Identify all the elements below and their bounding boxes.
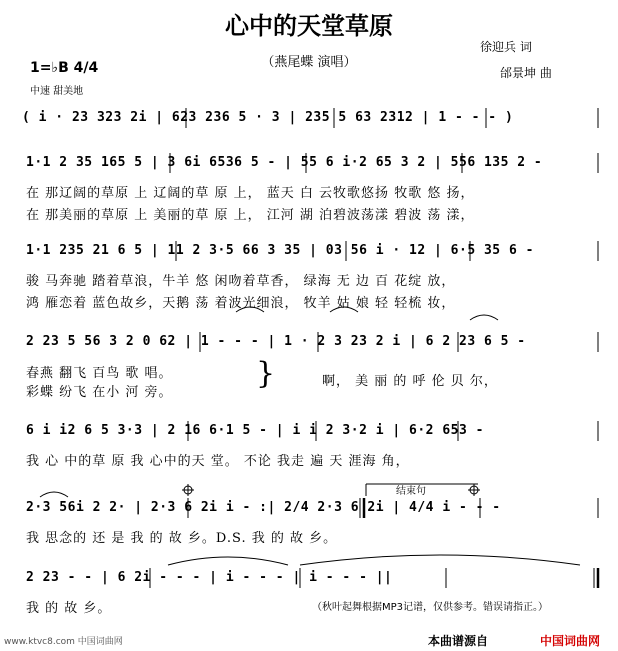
lyric-line: 我 心 中的草 原 我 心中的天 堂。 不论 我走 遍 天 涯海 角， bbox=[26, 454, 410, 469]
lyric-line: 我 思念的 还 是 我 的 故 乡。D.S. 我 的 故 乡。 bbox=[26, 531, 338, 546]
source-label: 本曲谱源自 bbox=[428, 634, 489, 648]
lyric-line: 骏 马奔驰 踏着草浪，牛羊 悠 闲吻着草香， 绿海 无 边 百 花绽 放， bbox=[26, 274, 456, 289]
score-row-1: ( i · 23 323 2i | 623 236 5 · 3 | 235 5 63 2312 | 1 - - - ) bbox=[22, 110, 514, 125]
key-signature: 1=♭B 4/4 bbox=[30, 60, 99, 76]
lyric-line: 在 那美丽的草原 上 美丽的草 原 上， 江河 湖 泊碧波荡漾 碧波 荡 漾， bbox=[26, 208, 475, 223]
lyricist-credit: 徐迎兵 词 bbox=[480, 40, 532, 54]
score-row-2: 1·1 2 35 165 5 | 3 6i 6536 5 - | 55 6 i·2 65 3 2 | 556 135 2 - bbox=[26, 155, 543, 170]
lyric-line: 在 那辽阔的草原 上 辽阔的草 原 上， 蓝天 白 云牧歌悠扬 牧歌 悠 扬， bbox=[26, 186, 475, 201]
lyric-line: 彩蝶 纷飞 在小 河 旁。 bbox=[26, 385, 173, 400]
site-url: www.ktvc8.com 中国词曲网 bbox=[4, 637, 123, 647]
score-row-7: 2 23 - - | 6 2i - - - | i - - - | i - - - || bbox=[26, 570, 393, 585]
footnote: （秋叶起舞根据MP3记谱，仅供参考。错误请指正。） bbox=[312, 602, 549, 613]
end-mark: 结束句 bbox=[396, 486, 426, 497]
chorus-lyric: 啊， 美 丽 的 呼 伦 贝 尔， bbox=[322, 374, 498, 389]
page-title: 心中的天堂草原 bbox=[225, 11, 393, 40]
lyric-line: 鸿 雁恋着 蓝色故乡，天鹅 荡 着波光细浪， 牧羊 姑 娘 轻 轻梳 妆， bbox=[26, 296, 456, 311]
brand-logo: 中国词曲网 bbox=[540, 634, 601, 648]
lyric-line: 春燕 翻飞 百鸟 歌 唱。 bbox=[26, 366, 173, 381]
score-row-5: 6 i i2 6 5 3·3 | 2 16 6·1 5 - | i i 2 3·2 i | 6·2 653 - bbox=[26, 423, 484, 438]
lyric-line: 我 的 故 乡。 bbox=[26, 601, 112, 616]
tempo-mark: 中速 甜美地 bbox=[30, 86, 84, 97]
singer-line: （燕尾蝶 演唱） bbox=[261, 55, 357, 70]
score-row-3: 1·1 235 21 6 5 | 11 2 3·5 66 3 35 | 03 56 i · 12 | 6·5 35 6 - bbox=[26, 243, 534, 258]
brace: } bbox=[256, 356, 276, 391]
score-row-6: 2·3 56i 2 2· | 2·3 6 2i i - :| 2/4 2·3 6 2i | 4/4 i - - - bbox=[26, 500, 501, 515]
score-row-4: 2 23 5 56 3 2 0 62 | 1 - - - | 1 · 2 3 23 2 i | 6 2 23 6 5 - bbox=[26, 334, 526, 349]
composer-credit: 邰景坤 曲 bbox=[500, 66, 552, 80]
